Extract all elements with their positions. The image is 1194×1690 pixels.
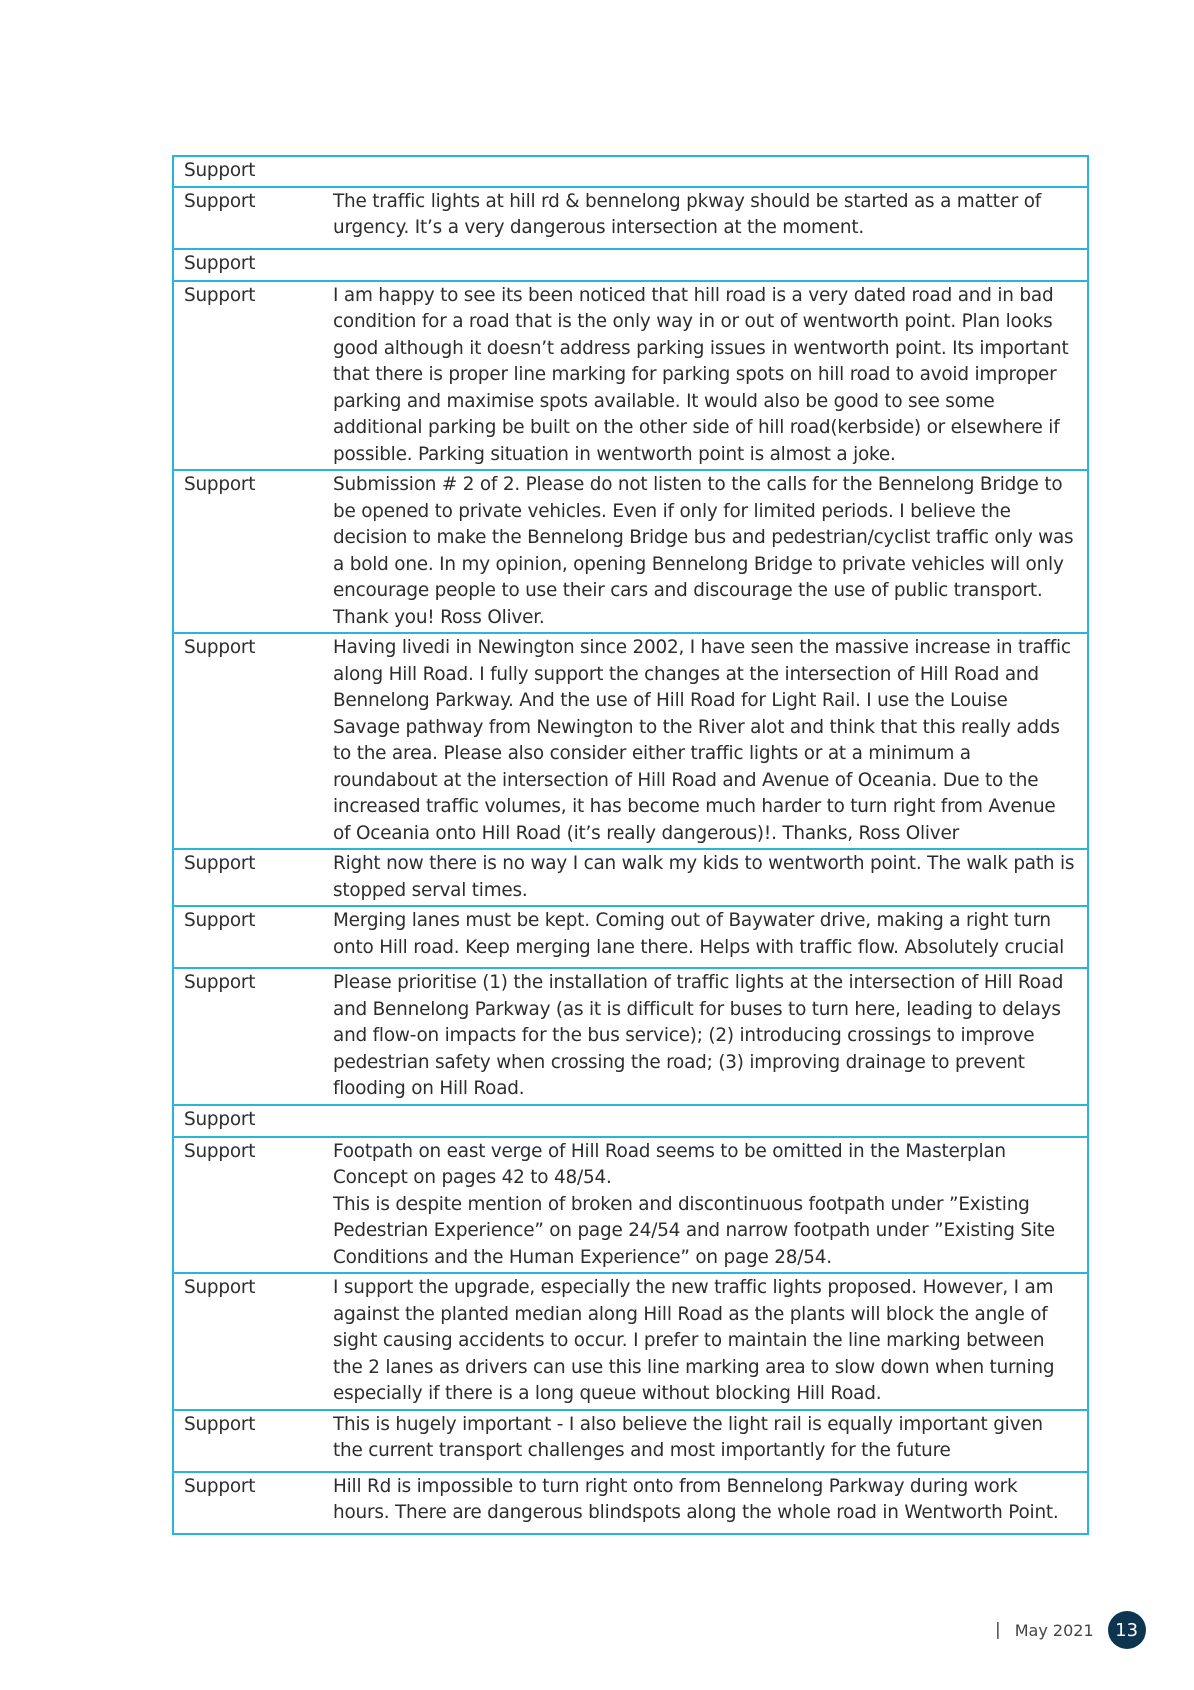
stance-cell: Support [173, 1410, 333, 1472]
table-row [173, 470, 1088, 633]
page-footer [995, 1610, 1146, 1650]
comment-cell [333, 156, 1088, 187]
table-row [173, 906, 1088, 968]
table-row [173, 1105, 1088, 1137]
stance-cell: Support [173, 1105, 333, 1137]
table-row [173, 1273, 1088, 1410]
table-row [173, 281, 1088, 471]
stance-cell: Support [173, 849, 333, 906]
comment-cell: Please prioritise (1) the installation of traffic lights at the intersection of Hill Road and Bennelong Parkway (as it is difficult for buses to turn here, leading to delays and flow-on impacts for the bus service); (2) introducing crossings to improve pedestrian safety when crossing the road; (3) improving drainage to prevent flooding on Hill Road. [333, 968, 1088, 1105]
stance-cell: Support [173, 1137, 333, 1274]
comment-cell [333, 249, 1088, 281]
stance-cell: Support [173, 470, 333, 633]
table-row [173, 968, 1088, 1105]
comment-cell: I am happy to see its been noticed that hill road is a very dated road and in bad condition for a road that is the only way in or out of wentworth point. Plan looks good although it doesn’t address parking issues in wentworth point. Its important that there is proper line marking for parking spots on hill road to avoid improper parking and maximise spots available. It would also be good to see some additional parking be built on the other side of hill road(kerbside) or elsewhere if possible. Parking situation in wentworth point is almost a joke. [333, 281, 1088, 471]
table-row [173, 1410, 1088, 1472]
table-row [173, 633, 1088, 849]
comment-cell: The traffic lights at hill rd & bennelong pkway should be started as a matter of urgency. It’s a very dangerous intersection at the moment. [333, 187, 1088, 249]
stance-cell: Support [173, 187, 333, 249]
stance-cell: Support [173, 633, 333, 849]
comment-cell: Having livedi in Newington since 2002, I have seen the massive increase in traffic along Hill Road. I fully support the changes at the intersection of Hill Road and Bennelong Parkway. And the use of Hill Road for Light Rail. I use the Louise Savage pathway from Newington to the River alot and think that this really adds to the area. Please also consider either traffic lights or at a minimum a roundabout at the intersection of Hill Road and Avenue of Oceania. Due to the increased traffic volumes, it has become much harder to turn right from Avenue of Oceania onto Hill Road (it’s really dangerous)!. Thanks, Ross Oliver [333, 633, 1088, 849]
stance-cell: Support [173, 906, 333, 968]
comment-cell: Hill Rd is impossible to turn right onto from Bennelong Parkway during work hours. There are dangerous blindspots along the whole road in Wentworth Point. [333, 1472, 1088, 1534]
stance-cell: Support [173, 281, 333, 471]
table-row [173, 1137, 1088, 1274]
table-row [173, 849, 1088, 906]
comment-cell [333, 1105, 1088, 1137]
stance-cell: Support [173, 156, 333, 187]
table-row [173, 156, 1088, 187]
stance-cell: Support [173, 249, 333, 281]
footer-date: May 2021 [1014, 1620, 1094, 1640]
comment-cell: Right now there is no way I can walk my kids to wentworth point. The walk path is stopped serval times. [333, 849, 1088, 906]
table-row [173, 1472, 1088, 1534]
comment-paragraph: This is despite mention of broken and discontinuous footpath under ”Existing Pedestrian Experience” on page 24/54 and narrow footpath under ”Existing Site Conditions and the Human Experience” on page 28/54. [333, 1193, 1055, 1268]
comment-cell: I support the upgrade, especially the new traffic lights proposed. However, I am against the planted median along Hill Road as the plants will block the angle of sight causing accidents to occur. I prefer to maintain the line marking between the 2 lanes as drivers can use this line marking area to slow down when turning especially if there is a long queue without blocking Hill Road. [333, 1273, 1088, 1410]
comment-cell: Submission # 2 of 2. Please do not listen to the calls for the Bennelong Bridge to be opened to private vehicles. Even if only for limited periods. I believe the decision to make the Bennelong Bridge bus and pedestrian/cyclist traffic only was a bold one. In my opinion, opening Bennelong Bridge to private vehicles will only encourage people to use their cars and discourage the use of public transport. Thank you! Ross Oliver. [333, 470, 1088, 633]
page-number-badge: 13 [1108, 1611, 1146, 1649]
stance-cell: Support [173, 1472, 333, 1534]
footer-separator: | [995, 1620, 1001, 1640]
comment-cell: This is hugely important - I also believe the light rail is equally important given the current transport challenges and most importantly for the future [333, 1410, 1088, 1472]
submissions-table [172, 155, 1089, 1535]
table-row [173, 187, 1088, 249]
comment-paragraph: Footpath on east verge of Hill Road seems to be omitted in the Masterplan Concept on pages 42 to 48/54. [333, 1140, 1006, 1188]
comment-cell: Merging lanes must be kept. Coming out of Baywater drive, making a right turn onto Hill road. Keep merging lane there. Helps with traffic flow. Absolutely crucial [333, 906, 1088, 968]
stance-cell: Support [173, 968, 333, 1105]
table-row [173, 249, 1088, 281]
stance-cell: Support [173, 1273, 333, 1410]
comment-cell [333, 1137, 1088, 1274]
